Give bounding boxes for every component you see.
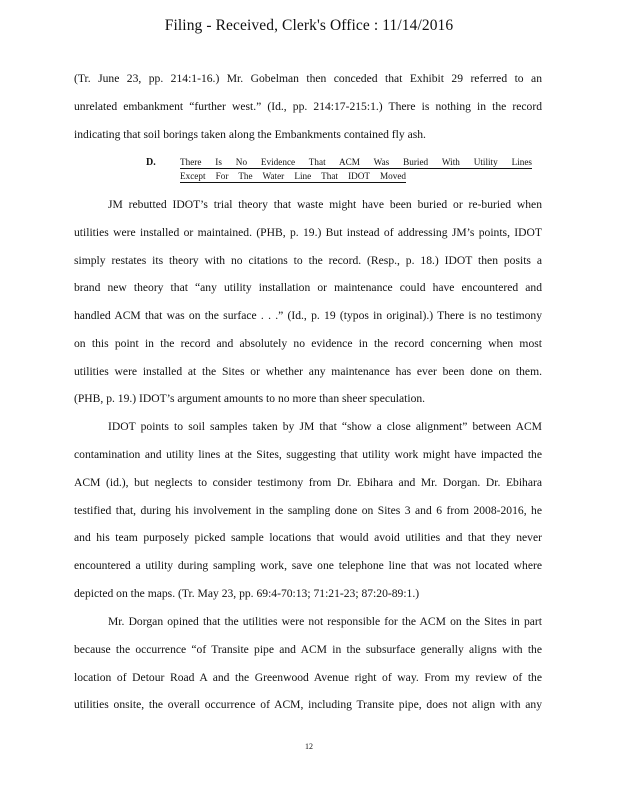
section-heading-line: There Is No Evidence That ACM Was Buried With Utility Lines: [180, 157, 532, 167]
text-line: utilities were installed or maintained. (PHB, p. 19.) But instead of addressing JM’s points, IDOT: [74, 226, 542, 239]
section-heading-line: Except For The Water Line That IDOT Moved: [180, 171, 406, 181]
filing-stamp-header: Filing - Received, Clerk's Office : 11/14/2016: [164, 17, 454, 34]
section-heading-letter: D.: [146, 157, 156, 168]
text-line: IDOT points to soil samples taken by JM that “show a close alignment” between ACM: [108, 420, 542, 433]
text-line: utilities onsite, the overall occurrence of ACM, including Transite pipe, does not align with any: [74, 698, 542, 711]
text-line: contamination and utility lines at the Sites, suggesting that utility work might have impacted the: [74, 448, 542, 461]
text-line: simply restates its theory with no citations to the record. (Resp., p. 18.) IDOT then posits a: [74, 254, 542, 267]
text-line: on this point in the record and absolutely no evidence in the record concerning when most: [74, 337, 542, 350]
text-line: Mr. Dorgan opined that the utilities were not responsible for the ACM on the Sites in part: [108, 615, 542, 628]
text-line: indicating that soil borings taken along the Embankments contained fly ash.: [74, 128, 426, 141]
text-line: (Tr. June 23, pp. 214:1-16.) Mr. Gobelman then conceded that Exhibit 29 referred to an: [74, 72, 542, 85]
text-line: ACM (id.), but neglects to consider testimony from Dr. Ebihara and Mr. Dorgan. Dr. Ebihara: [74, 476, 542, 489]
text-line: utilities were installed at the Sites or whether any maintenance has ever been done on them.: [74, 365, 542, 378]
text-line: brand new theory that “any utility installation or maintenance could have encountered and: [74, 281, 542, 294]
page-number: 12: [305, 742, 313, 751]
text-line: location of Detour Road A and the Greenwood Avenue right of way. From my review of the: [74, 671, 542, 684]
text-line: and his team purposely picked sample locations that would avoid utilities and that they never: [74, 531, 542, 544]
text-line: JM rebutted IDOT’s trial theory that waste might have been buried or re-buried when: [108, 198, 542, 211]
text-line: unrelated embankment “further west.” (Id., pp. 214:17-215:1.) There is nothing in the record: [74, 100, 542, 113]
text-line: testified that, during his involvement in the sampling done on Sites 3 and 6 from 2008-2016, he: [74, 504, 542, 517]
text-line: depicted on the maps. (Tr. May 23, pp. 69:4-70:13; 71:21-23; 87:20-89:1.): [74, 587, 420, 600]
text-line: because the occurrence “of Transite pipe and ACM in the subsurface generally aligns with the: [74, 643, 542, 656]
text-line: handled ACM that was on the surface . . .” (Id., p. 19 (typos in original).) There is no testimony: [74, 309, 542, 322]
text-line: encountered a utility during sampling work, save one telephone line that was not located where: [74, 559, 542, 572]
text-line: (PHB, p. 19.) IDOT’s argument amounts to no more than sheer speculation.: [74, 392, 426, 405]
